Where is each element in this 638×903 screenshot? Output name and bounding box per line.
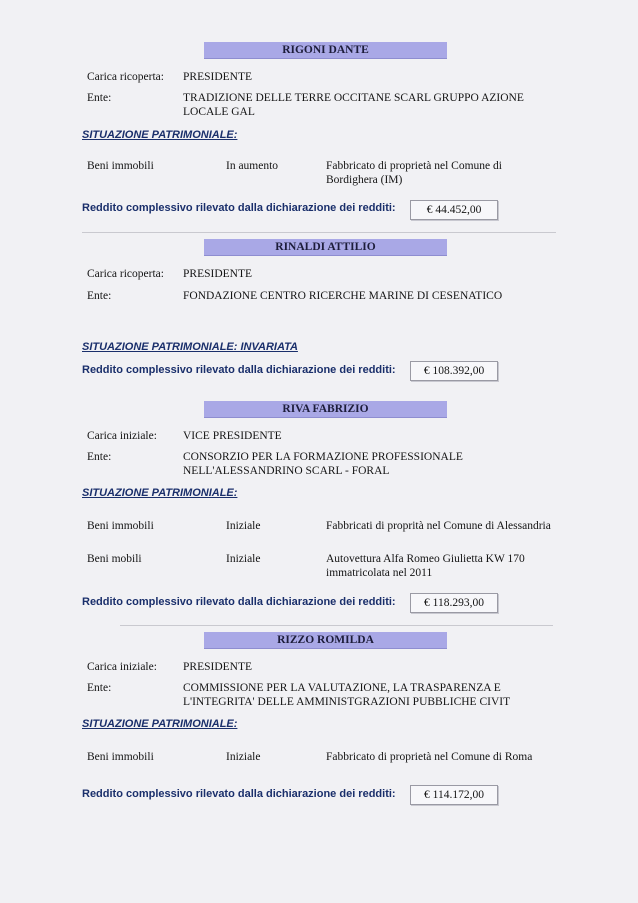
ente-value-line: FONDAZIONE CENTRO RICERCHE MARINE DI CESENATICO	[183, 290, 503, 302]
situation-heading: SITUAZIONE PATRIMONIALE: INVARIATA	[82, 341, 298, 353]
section-divider	[120, 625, 553, 626]
role-label: Carica iniziale:	[87, 661, 157, 673]
role-value: PRESIDENTE	[183, 268, 252, 280]
asset-description-line: Bordighera (IM)	[326, 174, 403, 186]
asset-type: Beni immobili	[87, 520, 154, 532]
person-name-bar: RINALDI ATTILIO	[204, 239, 447, 256]
asset-description-line: Fabbricato di proprietà nel Comune di	[326, 160, 502, 172]
ente-value-line: L'INTEGRITA' DELLE AMMINISTGRAZIONI PUBBLICHE CIVIT	[183, 696, 511, 708]
role-value: PRESIDENTE	[183, 71, 252, 83]
ente-value-line: COMMISSIONE PER LA VALUTAZIONE, LA TRASPARENZA E	[183, 682, 501, 694]
ente-label: Ente:	[87, 682, 112, 694]
income-label: Reddito complessivo rilevato dalla dichiarazione dei redditi:	[82, 596, 396, 608]
asset-type: Beni immobili	[87, 751, 154, 763]
income-label: Reddito complessivo rilevato dalla dichiarazione dei redditi:	[82, 202, 396, 214]
asset-status: Iniziale	[226, 520, 261, 532]
income-amount-box: € 108.392,00	[410, 361, 498, 381]
ente-value-line: TRADIZIONE DELLE TERRE OCCITANE SCARL GRUPPO AZIONE	[183, 92, 524, 104]
situation-heading: SITUAZIONE PATRIMONIALE:	[82, 718, 238, 730]
asset-status: Iniziale	[226, 751, 261, 763]
asset-type: Beni immobili	[87, 160, 154, 172]
asset-description-line: Fabbricato di proprietà nel Comune di Roma	[326, 751, 533, 763]
ente-value-line: CONSORZIO PER LA FORMAZIONE PROFESSIONALE	[183, 451, 463, 463]
income-amount-box: € 118.293,00	[410, 593, 498, 613]
role-value: PRESIDENTE	[183, 661, 252, 673]
asset-description-line: immatricolata nel 2011	[326, 567, 433, 579]
ente-value-line: NELL'ALESSANDRINO SCARL - FORAL	[183, 465, 390, 477]
ente-label: Ente:	[87, 451, 112, 463]
income-label: Reddito complessivo rilevato dalla dichiarazione dei redditi:	[82, 364, 396, 376]
person-name-bar: RIZZO ROMILDA	[204, 632, 447, 649]
person-name-bar: RIVA FABRIZIO	[204, 401, 447, 418]
income-label: Reddito complessivo rilevato dalla dichiarazione dei redditi:	[82, 788, 396, 800]
role-label: Carica ricoperta:	[87, 71, 164, 83]
asset-type: Beni mobili	[87, 553, 142, 565]
income-amount-box: € 44.452,00	[410, 200, 498, 220]
situation-heading: SITUAZIONE PATRIMONIALE:	[82, 487, 238, 499]
ente-label: Ente:	[87, 290, 112, 302]
section-divider	[82, 232, 556, 233]
situation-heading: SITUAZIONE PATRIMONIALE:	[82, 129, 238, 141]
person-name-bar: RIGONI DANTE	[204, 42, 447, 59]
income-amount-box: € 114.172,00	[410, 785, 498, 805]
ente-label: Ente:	[87, 92, 112, 104]
role-label: Carica ricoperta:	[87, 268, 164, 280]
asset-description-line: Autovettura Alfa Romeo Giulietta KW 170	[326, 553, 525, 565]
asset-status: In aumento	[226, 160, 279, 172]
asset-description-line: Fabbricati di proprità nel Comune di Alessandria	[326, 520, 551, 532]
ente-value-line: LOCALE GAL	[183, 106, 255, 118]
role-label: Carica iniziale:	[87, 430, 157, 442]
role-value: VICE PRESIDENTE	[183, 430, 282, 442]
asset-status: Iniziale	[226, 553, 261, 565]
